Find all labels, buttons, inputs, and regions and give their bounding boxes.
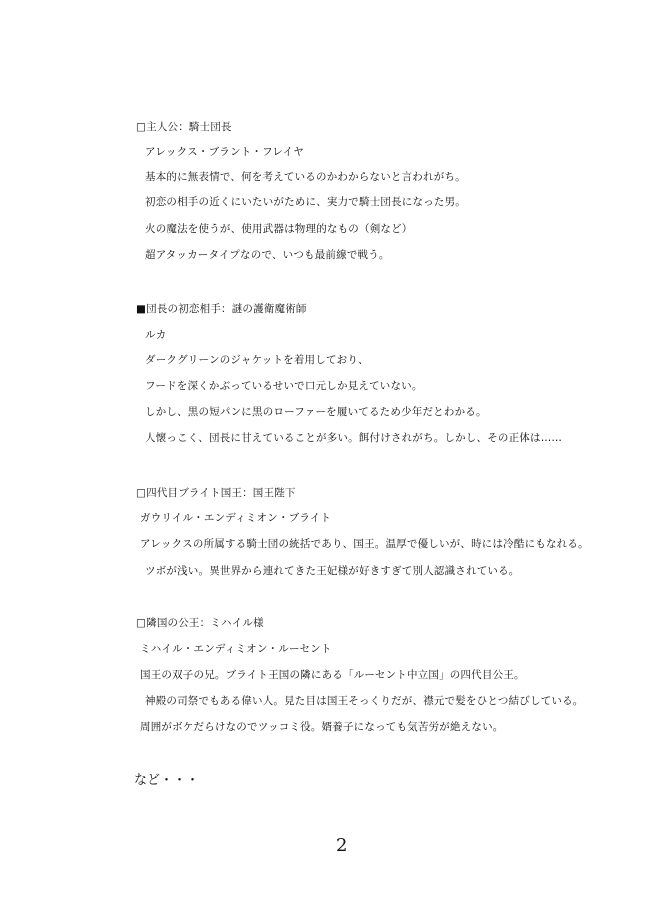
description-line: 周囲がボケだらけなのでツッコミ役。婿養子になっても気苦労が絶えない。 — [140, 721, 504, 733]
description-line: 神殿の司祭でもある偉い人。見た目は国王そっくりだが、襟元で髪をひとつ結びしている。 — [145, 695, 584, 707]
description-line: 火の魔法を使うが、使用武器は物理的なもの（剣など） — [145, 223, 413, 235]
description-line: ツボが浅い。異世界から連れてきた王妃様が好きすぎて別人認識されている。 — [145, 565, 520, 577]
description-line: アレックスの所属する騎士団の統括であり、国王。温厚で優しいが、時には冷酷にもなれる。 — [140, 538, 589, 550]
description-line: 超アタッカータイプなので、いつも最前線で戦う。 — [145, 249, 390, 261]
closing-text: など・・・ — [134, 773, 200, 788]
section-heading-protagonist: □主人公：騎士団長 — [136, 121, 232, 133]
description-line: 人懐っこく、団長に甘えていることが多い。餌付けされがち。しかし、その正体は…… — [145, 432, 563, 444]
description-line: 基本的に無表情で、何を考えているのかわからないと言われがち。 — [145, 171, 466, 183]
character-name-luca: ルカ — [145, 329, 167, 341]
section-heading-king: □四代目ブライト国王：国王陛下 — [136, 487, 296, 499]
section-heading-first-love: ■団長の初恋相手：謎の護衛魔術師 — [136, 303, 307, 315]
character-name-gabriel: ガウリイル・エンディミオン・ブライト — [140, 512, 332, 524]
section-heading-duke: □隣国の公王：ミハイル様 — [136, 617, 264, 629]
character-name-alex: アレックス・ブラント・フレイヤ — [145, 146, 304, 158]
description-line: ダークグリーンのジャケットを着用しており、 — [145, 354, 369, 366]
description-line: 初恋の相手の近くにいたいがために、実力で騎士団長になった男。 — [145, 196, 466, 208]
character-name-mikhail: ミハイル・エンディミオン・ルーセント — [140, 643, 332, 655]
page-number: 2 — [336, 835, 348, 856]
description-line: フードを深くかぶっているせいで口元しか見えていない。 — [145, 380, 423, 392]
description-line: しかし、黒の短パンに黒のローファーを履いてるため少年だとわかる。 — [145, 406, 487, 418]
description-line: 国王の双子の兄。ブライト王国の隣にある「ルーセント中立国」の四代目公王。 — [140, 669, 525, 681]
